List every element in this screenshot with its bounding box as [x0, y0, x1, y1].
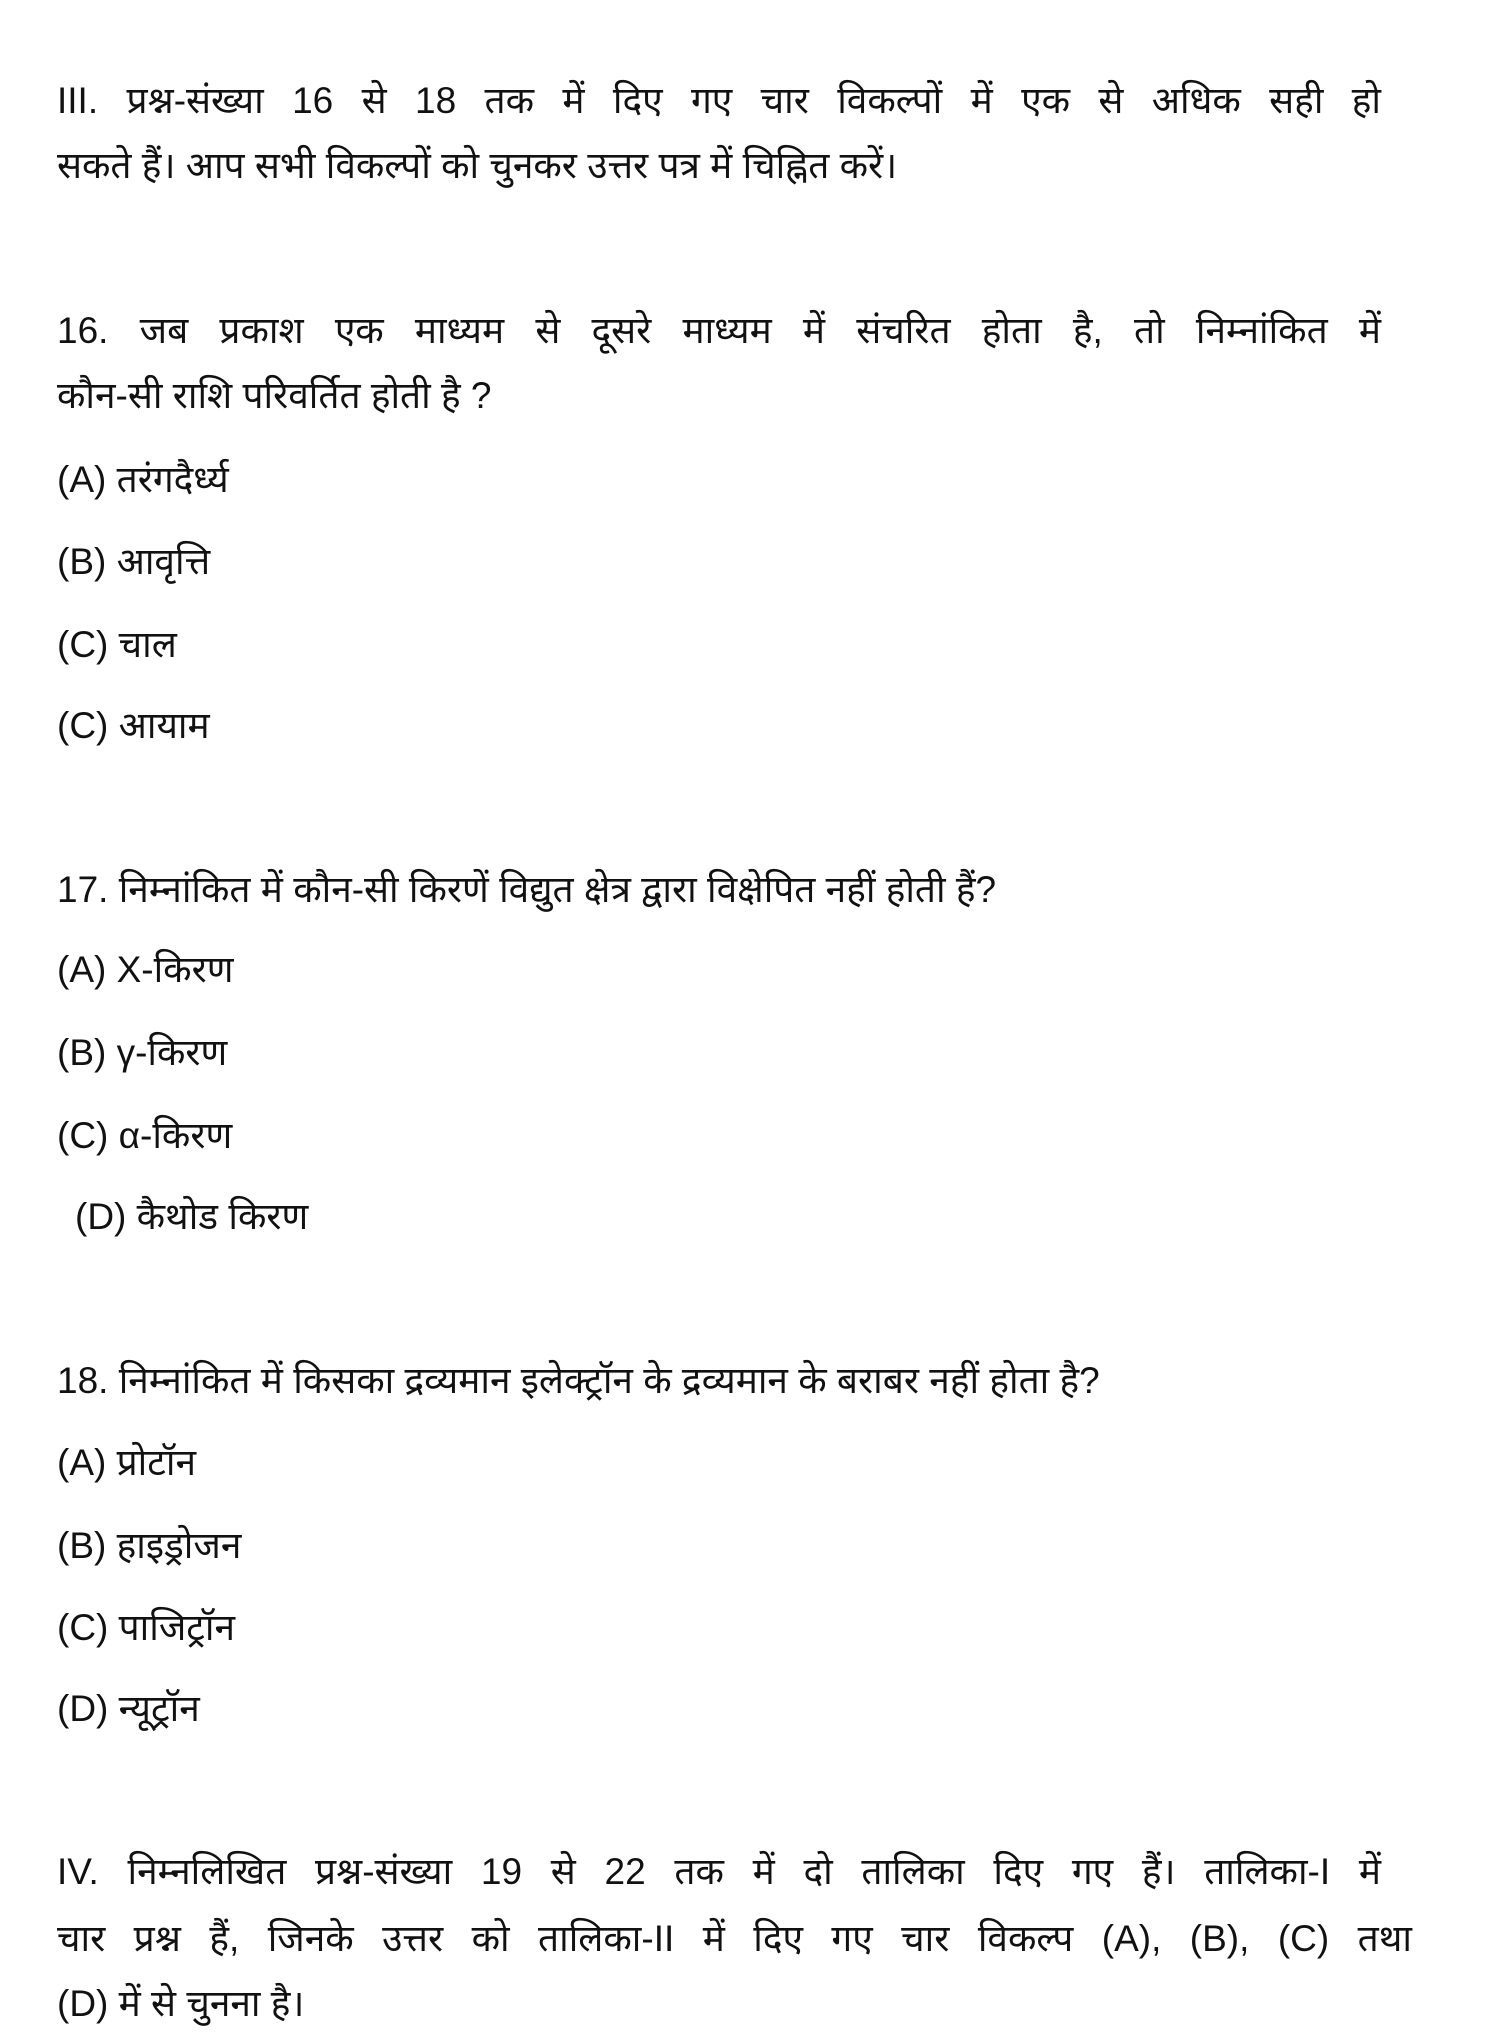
- option-d: (D) न्यूट्रॉन: [57, 1688, 200, 1729]
- question-text: कौन-सी राशि परिवर्तित होती है ?: [57, 375, 492, 416]
- option-b: (B) आवृत्ति: [57, 541, 211, 582]
- option-a: (A) तरंगदैर्ध्य: [57, 459, 229, 500]
- option-b: (B) γ-किरण: [57, 1032, 228, 1073]
- option-d: (C) आयाम: [57, 705, 210, 746]
- instruction-line: सकते हैं। आप सभी विकल्पों को चुनकर उत्तर पत्र में चिह्नित करें।: [57, 145, 898, 186]
- option-c: (C) चाल: [57, 624, 177, 665]
- question-text: 16. जब प्रकाश एक माध्यम से दूसरे माध्यम में संचरित होता है, तो निम्नांकित में: [57, 310, 1381, 351]
- option-c: (C) α-किरण: [57, 1115, 233, 1156]
- instruction-line: चार प्रश्न हैं, जिनके उत्तर को तालिका-II में दिए गए चार विकल्प (A), (B), (C) तथा: [57, 1918, 1412, 1959]
- option-b: (B) हाइड्रोजन: [57, 1525, 242, 1566]
- instruction-line: (D) में से चुनना है।: [57, 1983, 305, 2024]
- question-text: 17. निम्नांकित में कौन-सी किरणें विद्युत क्षेत्र द्वारा विक्षेपित नहीं होती हैं?: [57, 869, 997, 910]
- instruction-line: IV. निम्नलिखित प्रश्न-संख्या 19 से 22 तक में दो तालिका दिए गए हैं। तालिका-I में: [57, 1851, 1381, 1892]
- question-text: 18. निम्नांकित में किसका द्रव्यमान इलेक्ट्रॉन के द्रव्यमान के बराबर नहीं होता है?: [57, 1360, 1100, 1401]
- option-c: (C) पाजिट्रॉन: [57, 1607, 236, 1648]
- option-a: (A) X-किरण: [57, 949, 234, 990]
- option-d: (D) कैथोड किरण: [75, 1196, 309, 1237]
- instruction-line: III. प्रश्न-संख्या 16 से 18 तक में दिए गए चार विकल्पों में एक से अधिक सही हो: [57, 80, 1381, 121]
- option-a: (A) प्रोटॉन: [57, 1442, 197, 1483]
